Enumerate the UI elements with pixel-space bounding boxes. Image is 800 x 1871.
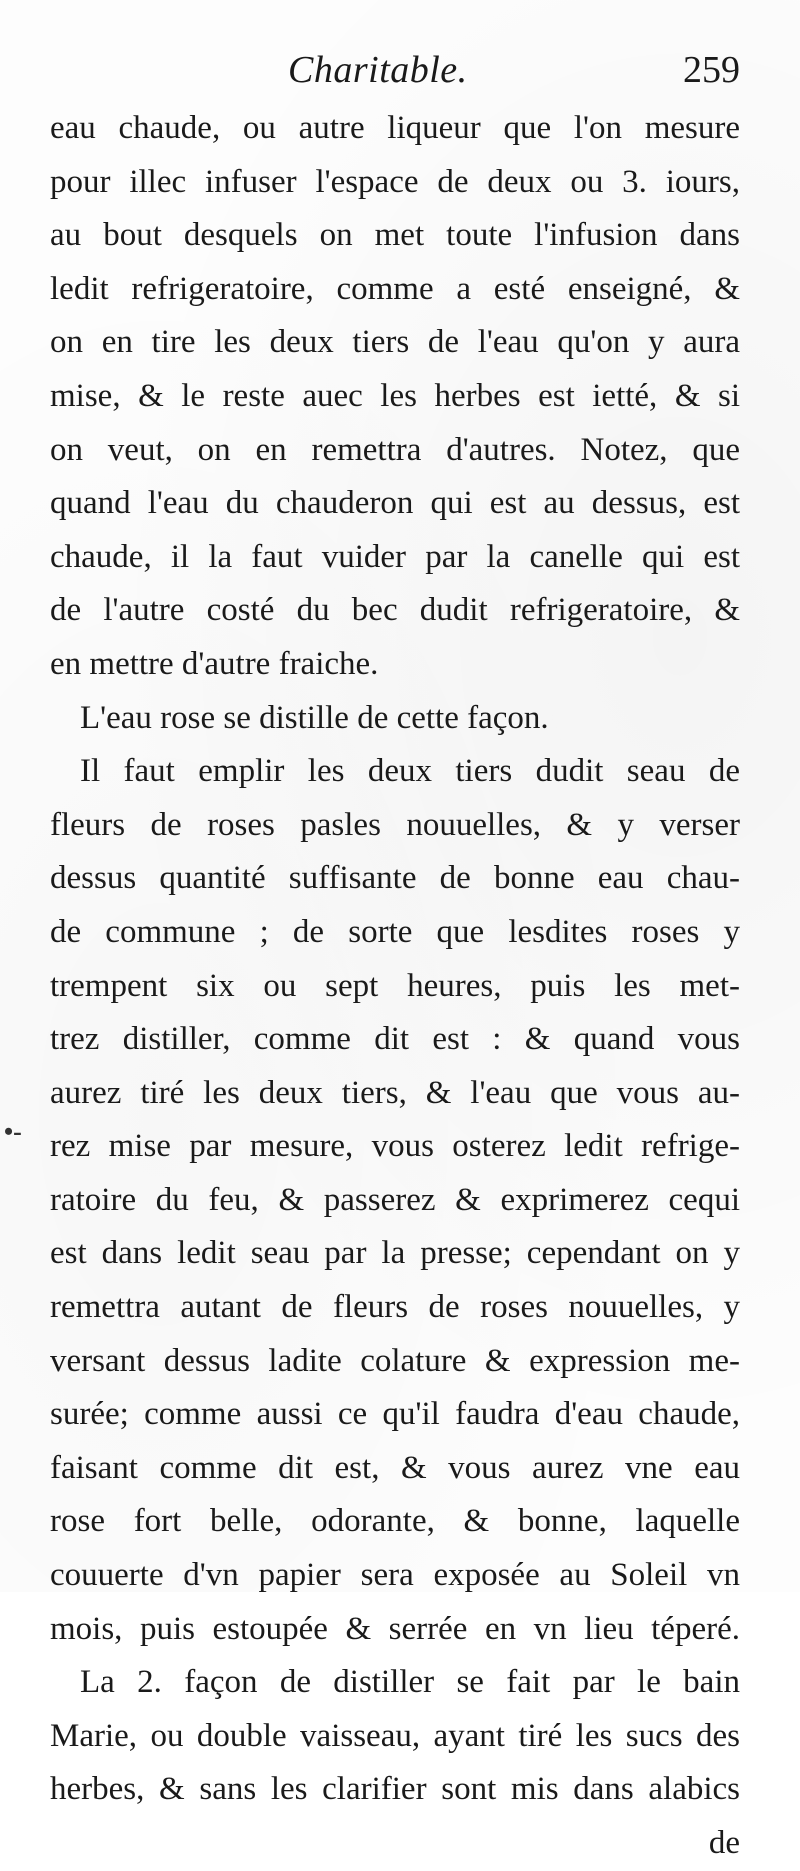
- text-line: surée; comme aussi ce qu'il faudra d'eau chaude,: [50, 1396, 740, 1433]
- text-line: de commune ; de sorte que lesdites roses y: [50, 913, 740, 950]
- text-line: Marie, ou double vaisseau, ayant tiré les sucs des: [50, 1717, 740, 1754]
- text-line: trez distiller, comme dit est : & quand vous: [50, 1021, 740, 1058]
- text-line: eau chaude, ou autre liqueur que l'on mesure: [50, 110, 740, 146]
- body-text: [50, 102, 740, 1871]
- running-head: Charitable.: [288, 49, 468, 91]
- text-line: au bout desquels on met toute l'infusion dans: [50, 217, 740, 254]
- text-line: pour illec infuser l'espace de deux ou 3. iours,: [50, 163, 740, 200]
- text-line: fleurs de roses pasles nouuelles, & y verser: [50, 806, 740, 843]
- text-line: est dans ledit seau par la presse; cependant on y: [50, 1235, 740, 1272]
- paragraph-start-line: La 2. façon de distiller se fait par le bain: [80, 1664, 740, 1701]
- page-header: [50, 42, 740, 102]
- text-line: ledit refrigeratoire, comme a esté enseigné, &: [50, 270, 740, 307]
- text-line: rez mise par mesure, vous osterez ledit refrige-: [50, 1128, 740, 1165]
- margin-mark: •-: [4, 1117, 22, 1146]
- text-line: trempent six ou sept heures, puis les met-: [50, 967, 740, 1004]
- text-line: mise, & le reste auec les herbes est ietté, & si: [50, 377, 740, 414]
- section-heading-line: L'eau rose se distille de cette façon.: [80, 699, 549, 736]
- page-number: 259: [683, 49, 740, 91]
- text-line: en mettre d'autre fraiche.: [50, 645, 379, 682]
- catchword: de: [708, 1825, 740, 1861]
- text-line: mois, puis estoupée & serrée en vn lieu téperé.: [50, 1610, 740, 1647]
- text-line: herbes, & sans les clarifier sont mis dans alabics: [50, 1771, 740, 1808]
- text-line: on veut, on en remettra d'autres. Notez, que: [50, 431, 740, 468]
- text-line: chaude, il la faut vuider par la canelle qui est: [50, 538, 740, 575]
- text-line: dessus quantité suffisante de bonne eau chau-: [50, 860, 740, 897]
- text-line: ratoire du feu, & passerez & exprimerez cequi: [50, 1181, 740, 1218]
- paragraph-start-line: Il faut emplir les deux tiers dudit seau de: [80, 753, 740, 790]
- text-line: couuerte d'vn papier sera exposée au Soleil vn: [50, 1557, 740, 1594]
- text-line: de l'autre costé du bec dudit refrigeratoire, &: [50, 592, 740, 629]
- text-line: on en tire les deux tiers de l'eau qu'on y aura: [50, 324, 740, 361]
- text-line: aurez tiré les deux tiers, & l'eau que vous au-: [50, 1074, 740, 1111]
- text-line: versant dessus ladite colature & expression me-: [50, 1342, 740, 1379]
- text-line: rose fort belle, odorante, & bonne, laquelle: [50, 1503, 740, 1540]
- text-line: remettra autant de fleurs de roses nouuelles, y: [50, 1289, 740, 1326]
- text-line: quand l'eau du chauderon qui est au dessus, est: [50, 485, 740, 522]
- text-line: faisant comme dit est, & vous aurez vne eau: [50, 1449, 740, 1486]
